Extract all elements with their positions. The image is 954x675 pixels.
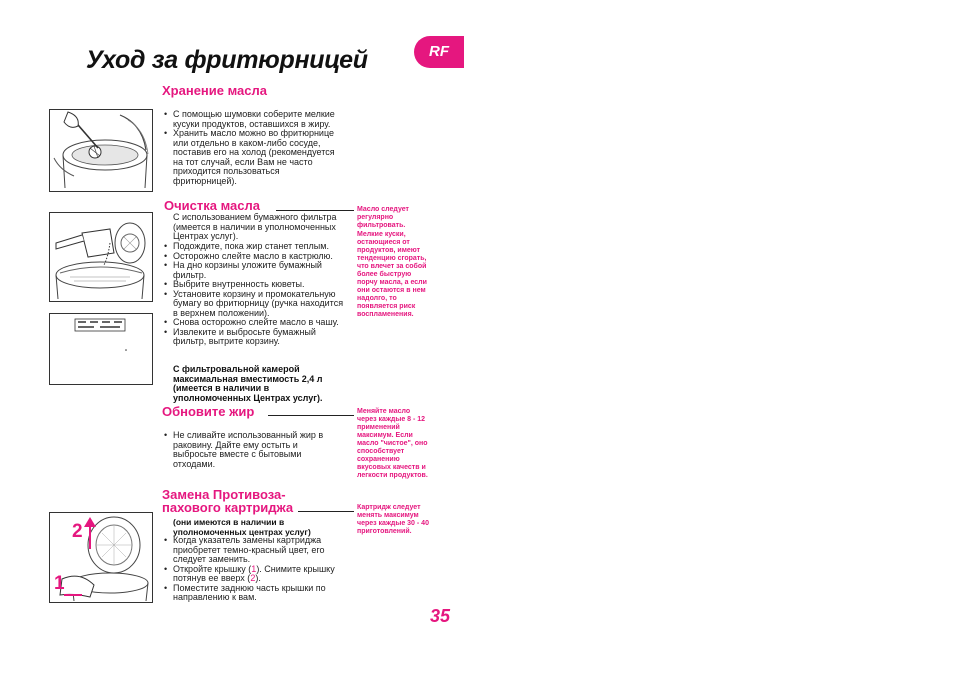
cartridge-bullet-part: ). Снимите крышку потянув ее вверх (	[173, 563, 335, 583]
storage-heading: Хранение масла	[162, 83, 268, 98]
cleaning-heading-rule	[276, 210, 354, 211]
storage-bullet: • Хранить масло можно во фритюрнице или отдельно в каком-либо сосуде, поставив его на холод (рекомендуется на тот случай, если Вам не часто приходится пользоваться фритюрницей).	[164, 129, 344, 186]
page-title: Уход за фритюрницей	[86, 46, 368, 74]
cartridge-heading-rule	[298, 511, 354, 512]
renew-heading: Обновите жир	[162, 404, 255, 419]
filter-capacity-note: С фильтровальной камерой максимальная вместимость 2,4 л (имеется в наличии в уполномоченных Центрах услуг).	[173, 364, 323, 403]
cleaning-bullet: • Установите корзину и промокательную бумагу во фритюрницу (ручка находится в верхнем положении).	[164, 290, 346, 319]
cartridge-heading-line1: Замена Противоза-	[162, 487, 286, 502]
callout-1: 1	[54, 573, 65, 594]
cleaning-intro: С использованием бумажного фильтра (имеется в наличии в уполномоченных Центрах услуг).	[173, 212, 337, 241]
callout-2: 2	[72, 521, 83, 542]
illustration-filter	[49, 313, 153, 385]
storage-list	[164, 110, 344, 186]
cartridge-drawing	[50, 513, 152, 602]
illustration-skimming	[49, 109, 153, 192]
cartridge-bullet: • Когда указатель замены картриджа приобретет темно-красный цвет, его следует заменить.	[164, 536, 342, 565]
storage-bullet: • С помощью шумовки соберите мелкие кусуки продуктов, оставшихся в жиру.	[164, 110, 344, 129]
filter-drawing	[50, 314, 152, 384]
cleaning-bullet: • На дно корзины уложите бумажный фильтр.	[164, 261, 346, 280]
step-ref-1: 1	[251, 563, 257, 574]
cleaning-bullet: • Подождите, пока жир станет теплым.	[164, 242, 346, 252]
cartridge-bullet	[164, 565, 342, 584]
side-note-filter: Масло следует регулярно фильтровать.	[357, 206, 409, 229]
cartridge-bullet: • Поместите заднюю часть крышки по направлению к вам.	[164, 584, 342, 603]
illustration-cartridge	[49, 512, 153, 603]
cleaning-list	[164, 242, 346, 347]
pouring-drawing	[50, 213, 152, 301]
side-note-risk: Мелкие куски, остающиеся от продуктов, имеют тенденцию сгорать, что влечет за собой более быструю порчу масла, а если они остаются в нем надолго, то появляется риск воспламенения.	[357, 231, 427, 318]
side-note-renew: Меняйте масло через каждые 8 - 12 применений максимум. Если масло "чистое", оно способствует сохранению вкусовых качеств и легкости продуктов.	[357, 408, 428, 479]
side-note-cartridge: Картридж следует менять максимум через каждые 30 - 40 приготовлений.	[357, 504, 429, 535]
cartridge-bullet-part: Откройте крышку (	[173, 563, 252, 574]
skimming-drawing	[50, 110, 152, 191]
cleaning-bullet: • Осторожно слейте масло в кастрюлю.	[164, 252, 346, 262]
step-ref-2: 2	[250, 573, 256, 583]
renew-bullet: • Не сливайте использованный жир в раковину. Дайте ему остыть и выбросьте вместе с бытовыми отходами.	[164, 431, 336, 469]
cartridge-list	[164, 536, 342, 603]
cartridge-bullet-part: ).	[255, 573, 261, 583]
cartridge-heading-line2: пахового картриджа	[162, 500, 294, 515]
cartridge-availability: (они имеются в наличии в уполномоченных центрах услуг)	[173, 517, 311, 537]
cleaning-heading: Очистка масла	[164, 198, 260, 213]
renew-heading-rule	[268, 415, 354, 416]
renew-list	[164, 431, 336, 469]
page-number: 35	[430, 606, 451, 626]
cleaning-bullet: • Извлеките и выбросьте бумажный фильтр, вытрите корзину.	[164, 328, 346, 347]
language-tab: RF	[414, 36, 464, 68]
cleaning-bullet: • Выбрите внутренность кюветы.	[164, 280, 346, 290]
illustration-pouring	[49, 212, 153, 302]
cleaning-bullet: • Снова осторожно слейте масло в чашу.	[164, 318, 346, 328]
